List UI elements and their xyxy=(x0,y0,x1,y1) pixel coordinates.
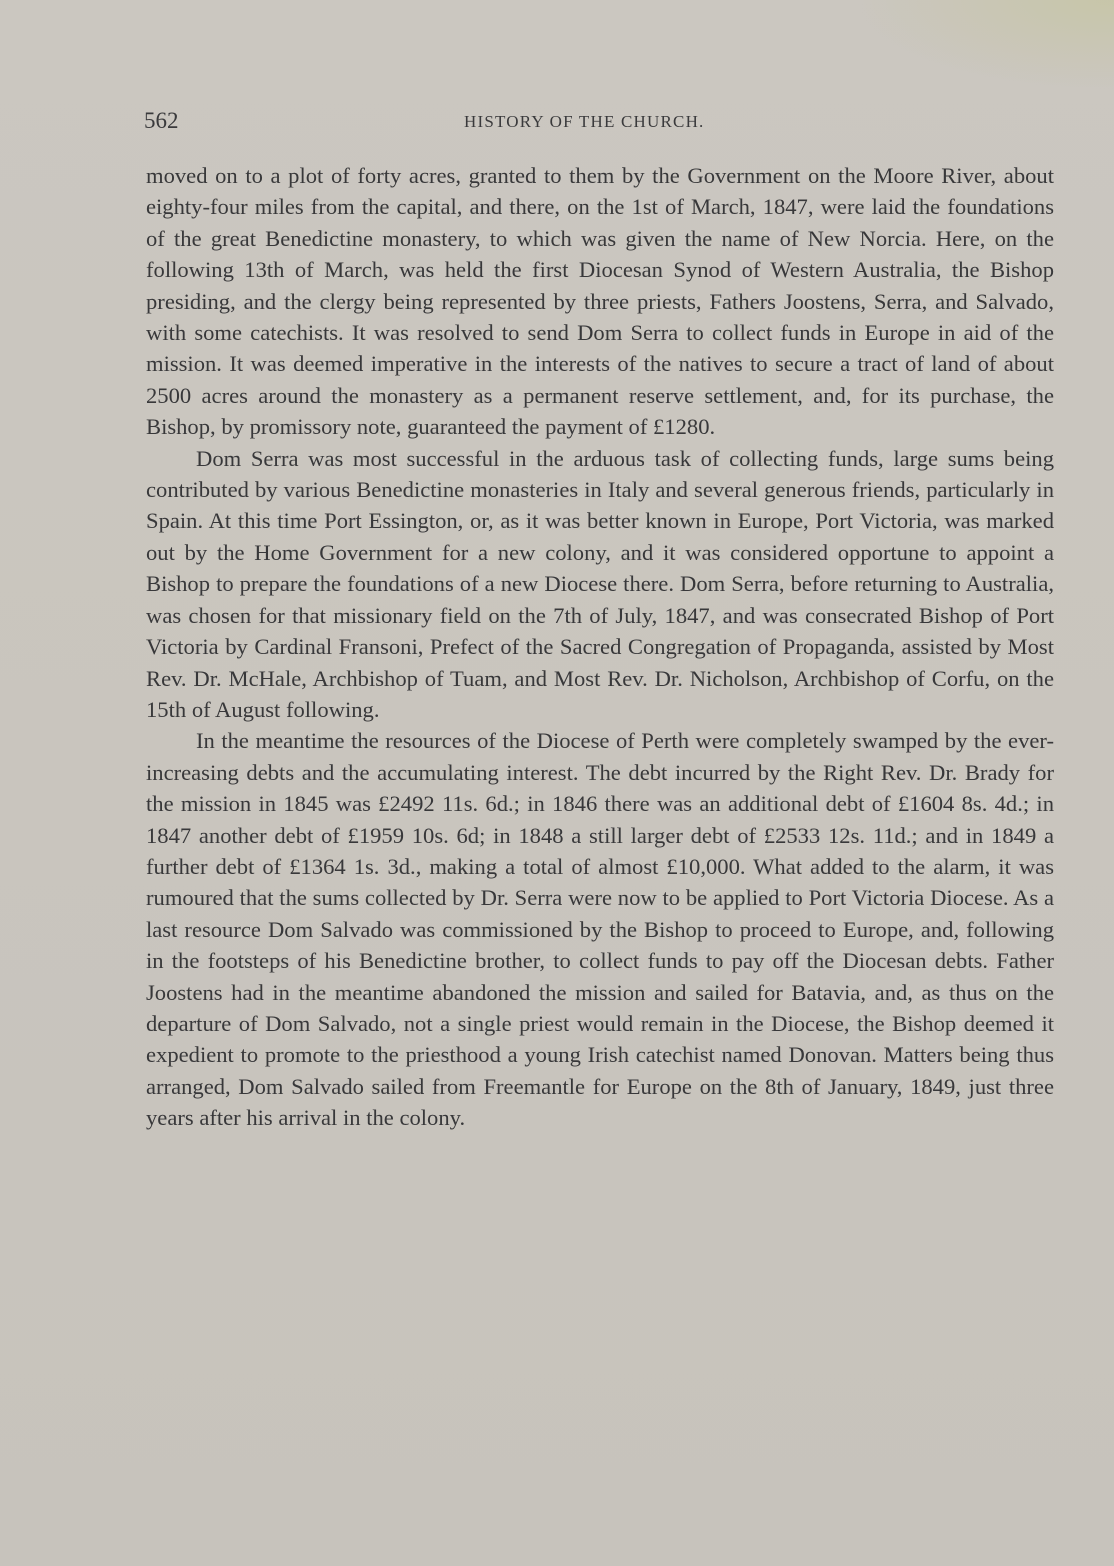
paragraph: Dom Serra was most successful in the arduous task of collecting funds, large sums being contributed by various Benedictine monasteries in Italy and several generous friends, particularly in Spain. At this time Port Essington, or, as it was better known in Europe, Port Victoria, was marked out by the Home Government for a new colony, and it was considered opportune to appoint a Bishop to prepare the foundations of a new Diocese there. Dom Serra, before returning to Australia, was chosen for that missionary field on the 7th of July, 1847, and was consecrated Bishop of Port Victoria by Cardinal Fransoni, Prefect of the Sacred Congregation of Propaganda, assisted by Most Rev. Dr. McHale, Archbishop of Tuam, and Most Rev. Dr. Nicholson, Archbishop of Corfu, on the 15th of August following. xyxy=(146,445,1054,722)
page-discoloration xyxy=(854,0,1114,90)
page-number: 562 xyxy=(144,108,179,133)
body-text xyxy=(146,160,1054,1134)
running-header xyxy=(144,108,1056,138)
paragraph: moved on to a plot of forty acres, granted to them by the Government on the Moore River, about eighty-four miles from the capital, and there, on the 1st of March, 1847, were laid the foundations of the great Benedictine monastery, to which was given the name of New Norcia. Here, on the following 13th of March, was held the first Diocesan Synod of Western Australia, the Bishop presiding, and the clergy being represented by three priests, Fathers Joostens, Serra, and Salvado, with some catechists. It was resolved to send Dom Serra to collect funds in Europe in aid of the mission. It was deemed imperative in the interests of the natives to secure a tract of land of about 2500 acres around the monastery as a permanent reserve settlement, and, for its purchase, the Bishop, by promissory note, guaranteed the payment of £1280. xyxy=(146,163,1054,440)
paragraph: In the meantime the resources of the Diocese of Perth were completely swamped by the ever-increasing debts and the accumulating interest. The debt incurred by the Right Rev. Dr. Brady for the mission in 1845 was £2492 11s. 6d.; in 1846 there was an additional debt of £1604 8s. 4d.; in 1847 another debt of £1959 10s. 6d; in 1848 a still larger debt of £2533 12s. 11d.; and in 1849 a further debt of £1364 1s. 3d., making a total of almost £10,000. What added to the alarm, it was rumoured that the sums collected by Dr. Serra were now to be applied to Port Victoria Diocese. As a last resource Dom Salvado was commissioned by the Bishop to proceed to Europe, and, following in the footsteps of his Benedictine brother, to collect funds to pay off the Diocesan debts. Father Joostens had in the meantime abandoned the mission and sailed for Batavia, and, as thus on the departure of Dom Salvado, not a single priest would remain in the Diocese, the Bishop deemed it expedient to promote to the priesthood a young Irish catechist named Donovan. Matters being thus arranged, Dom Salvado sailed from Freemantle for Europe on the 8th of January, 1849, just three years after his arrival in the colony. xyxy=(146,728,1054,1131)
running-title: HISTORY OF THE CHURCH. xyxy=(464,112,705,131)
